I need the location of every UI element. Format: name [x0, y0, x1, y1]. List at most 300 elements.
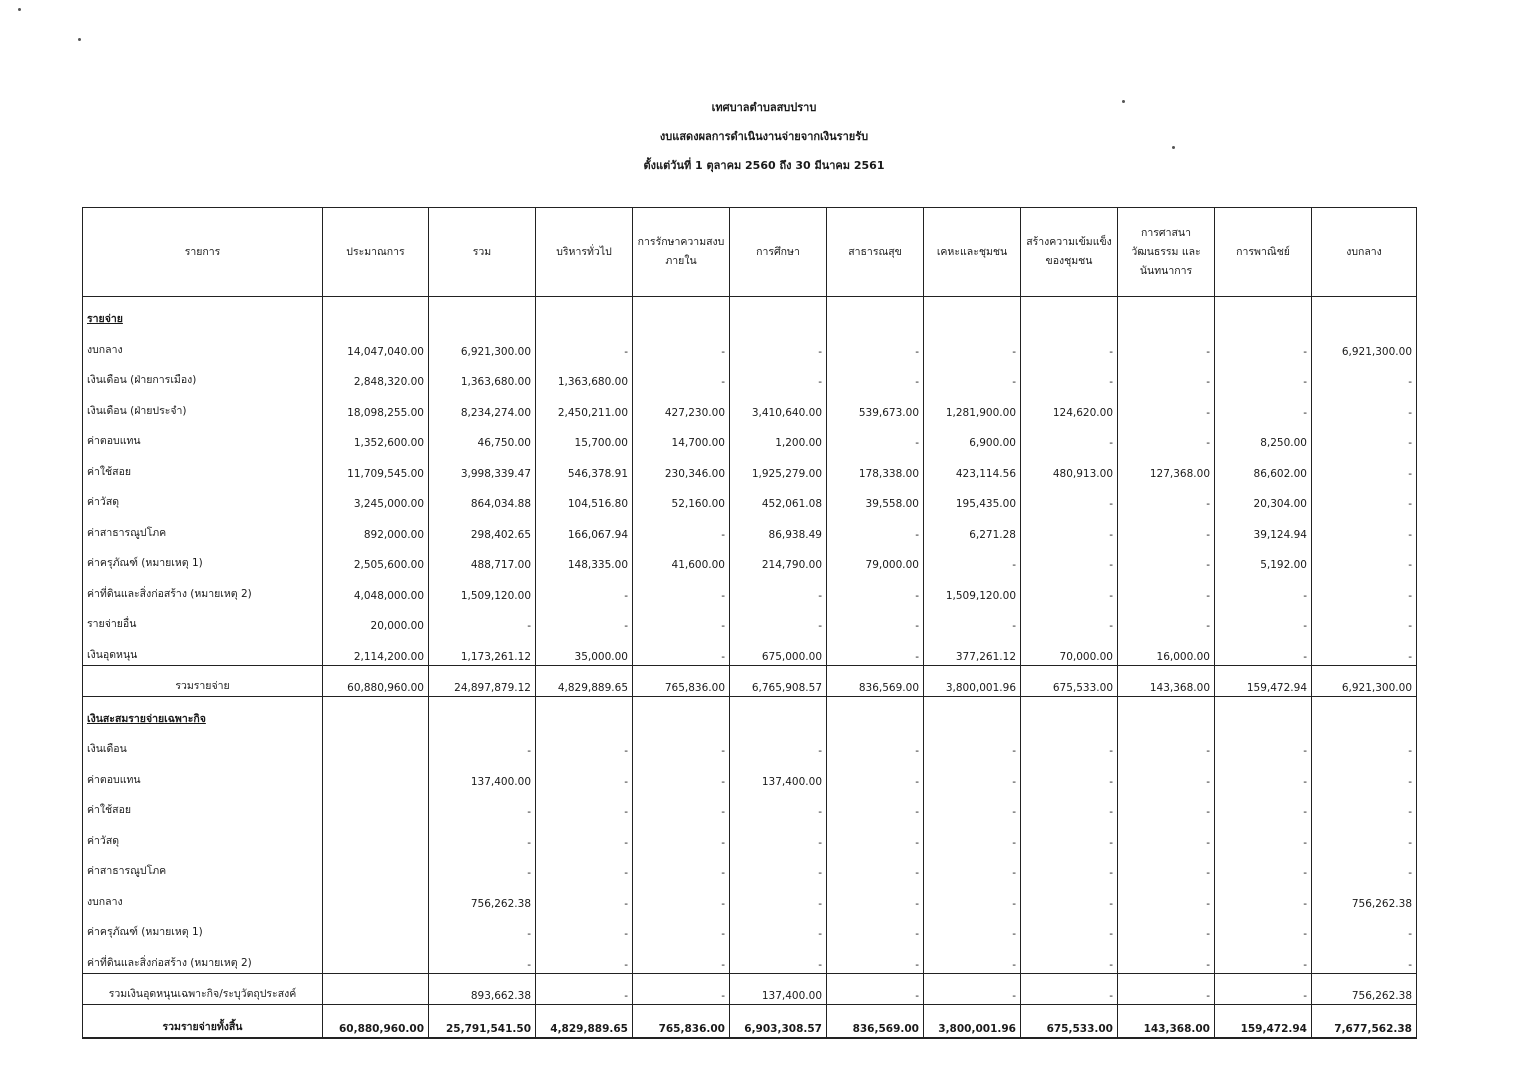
- row-label: ค่าครุภัณฑ์ (หมายเหตุ 1): [83, 543, 323, 574]
- cell-value: -: [827, 942, 924, 973]
- cell-value: 4,829,889.65: [536, 1004, 633, 1038]
- cell-value: [323, 912, 429, 943]
- cell-value: -: [1312, 604, 1417, 635]
- cell-value: 41,600.00: [633, 543, 730, 574]
- report-org-title: เทศบาลตำบลสบปราบ: [711, 101, 817, 114]
- cell-value: -: [827, 634, 924, 665]
- cell-value: -: [536, 973, 633, 1004]
- cell-value: 143,368.00: [1118, 665, 1215, 696]
- cell-value: -: [827, 881, 924, 912]
- cell-value: 52,160.00: [633, 482, 730, 513]
- cell-value: -: [730, 329, 827, 360]
- cell-value: -: [1312, 942, 1417, 973]
- cell-value: -: [429, 912, 536, 943]
- column-header-0: รายการ: [83, 208, 323, 297]
- cell-value: -: [1021, 360, 1118, 391]
- cell-value: -: [1118, 820, 1215, 851]
- cell-value: -: [633, 881, 730, 912]
- cell-value: 756,262.38: [1312, 973, 1417, 1004]
- cell-value: [1215, 297, 1312, 330]
- cell-value: [323, 297, 429, 330]
- cell-value: -: [1021, 912, 1118, 943]
- total-row-special-grants: [83, 973, 1417, 1004]
- row-label: รวมรายจ่ายทั้งสิ้น: [83, 1004, 323, 1038]
- table-row: [83, 451, 1417, 482]
- cell-value: -: [1118, 729, 1215, 760]
- table-row: [83, 634, 1417, 665]
- cell-value: 11,709,545.00: [323, 451, 429, 482]
- column-header-11: งบกลาง: [1312, 208, 1417, 297]
- cell-value: 7,677,562.38: [1312, 1004, 1417, 1038]
- cell-value: 488,717.00: [429, 543, 536, 574]
- cell-value: [536, 297, 633, 330]
- cell-value: -: [730, 604, 827, 635]
- cell-value: [323, 973, 429, 1004]
- cell-value: [323, 942, 429, 973]
- row-label: ค่าวัสดุ: [83, 820, 323, 851]
- cell-value: 6,765,908.57: [730, 665, 827, 696]
- cell-value: -: [1215, 942, 1312, 973]
- cell-value: -: [730, 729, 827, 760]
- cell-value: -: [1118, 329, 1215, 360]
- cell-value: 16,000.00: [1118, 634, 1215, 665]
- cell-value: -: [1215, 881, 1312, 912]
- cell-value: -: [633, 973, 730, 1004]
- cell-value: -: [1215, 604, 1312, 635]
- cell-value: 6,921,300.00: [1312, 665, 1417, 696]
- cell-value: -: [827, 329, 924, 360]
- cell-value: -: [730, 942, 827, 973]
- column-header-6: สาธารณสุข: [827, 208, 924, 297]
- cell-value: 1,173,261.12: [429, 634, 536, 665]
- cell-value: -: [1312, 820, 1417, 851]
- row-label: ค่าสาธารณูปโภค: [83, 851, 323, 882]
- cell-value: -: [1118, 942, 1215, 973]
- cell-value: 14,047,040.00: [323, 329, 429, 360]
- cell-value: -: [924, 329, 1021, 360]
- cell-value: 60,880,960.00: [323, 665, 429, 696]
- table-row: [83, 329, 1417, 360]
- cell-value: -: [1118, 851, 1215, 882]
- cell-value: 2,848,320.00: [323, 360, 429, 391]
- cell-value: -: [429, 729, 536, 760]
- section-title: รายจ่าย: [83, 297, 323, 330]
- cell-value: -: [1021, 421, 1118, 452]
- cell-value: -: [633, 604, 730, 635]
- column-header-9: การศาสนา วัฒนธรรม และนันทนาการ: [1118, 208, 1215, 297]
- cell-value: -: [1118, 512, 1215, 543]
- cell-value: -: [827, 512, 924, 543]
- cell-value: 14,700.00: [633, 421, 730, 452]
- table-row: [83, 881, 1417, 912]
- cell-value: -: [730, 573, 827, 604]
- cell-value: 86,938.49: [730, 512, 827, 543]
- cell-value: [730, 297, 827, 330]
- cell-value: 148,335.00: [536, 543, 633, 574]
- cell-value: -: [633, 759, 730, 790]
- cell-value: -: [429, 790, 536, 821]
- row-label: ค่าที่ดินและสิ่งก่อสร้าง (หมายเหตุ 2): [83, 942, 323, 973]
- cell-value: -: [1215, 729, 1312, 760]
- cell-value: 178,338.00: [827, 451, 924, 482]
- cell-value: [323, 790, 429, 821]
- cell-value: -: [633, 820, 730, 851]
- cell-value: 675,000.00: [730, 634, 827, 665]
- cell-value: 20,000.00: [323, 604, 429, 635]
- column-header-1: ประมาณการ: [323, 208, 429, 297]
- cell-value: 3,410,640.00: [730, 390, 827, 421]
- cell-value: 1,925,279.00: [730, 451, 827, 482]
- cell-value: -: [1118, 482, 1215, 513]
- table-row: [83, 942, 1417, 973]
- cell-value: -: [429, 942, 536, 973]
- cell-value: -: [730, 360, 827, 391]
- cell-value: -: [633, 329, 730, 360]
- cell-value: 3,800,001.96: [924, 1004, 1021, 1038]
- cell-value: [1118, 297, 1215, 330]
- cell-value: 20,304.00: [1215, 482, 1312, 513]
- cell-value: -: [1312, 512, 1417, 543]
- cell-value: 24,897,879.12: [429, 665, 536, 696]
- cell-value: -: [1021, 759, 1118, 790]
- cell-value: -: [1118, 543, 1215, 574]
- cell-value: -: [1118, 759, 1215, 790]
- cell-value: 480,913.00: [1021, 451, 1118, 482]
- cell-value: -: [536, 881, 633, 912]
- cell-value: 214,790.00: [730, 543, 827, 574]
- cell-value: [1021, 297, 1118, 330]
- cell-value: -: [924, 759, 1021, 790]
- cell-value: 2,114,200.00: [323, 634, 429, 665]
- cell-value: 675,533.00: [1021, 1004, 1118, 1038]
- cell-value: -: [633, 942, 730, 973]
- cell-value: [633, 297, 730, 330]
- cell-value: [323, 729, 429, 760]
- cell-value: 1,352,600.00: [323, 421, 429, 452]
- row-label: ค่าใช้สอย: [83, 790, 323, 821]
- cell-value: -: [633, 790, 730, 821]
- table-row: [83, 912, 1417, 943]
- cell-value: 546,378.91: [536, 451, 633, 482]
- cell-value: 39,558.00: [827, 482, 924, 513]
- cell-value: -: [730, 881, 827, 912]
- cell-value: -: [429, 820, 536, 851]
- table-header: [83, 208, 1417, 297]
- column-header-7: เคหะและชุมชน: [924, 208, 1021, 297]
- cell-value: -: [827, 421, 924, 452]
- cell-value: 1,200.00: [730, 421, 827, 452]
- cell-value: [1118, 696, 1215, 729]
- cell-value: 195,435.00: [924, 482, 1021, 513]
- cell-value: 86,602.00: [1215, 451, 1312, 482]
- cell-value: -: [924, 820, 1021, 851]
- cell-value: 104,516.80: [536, 482, 633, 513]
- cell-value: 166,067.94: [536, 512, 633, 543]
- cell-value: -: [1021, 851, 1118, 882]
- cell-value: -: [1312, 543, 1417, 574]
- total-row-expenses: [83, 665, 1417, 696]
- cell-value: -: [827, 360, 924, 391]
- cell-value: -: [1312, 573, 1417, 604]
- cell-value: -: [536, 820, 633, 851]
- cell-value: -: [536, 729, 633, 760]
- cell-value: 5,192.00: [1215, 543, 1312, 574]
- cell-value: 70,000.00: [1021, 634, 1118, 665]
- cell-value: [633, 696, 730, 729]
- cell-value: 765,836.00: [633, 1004, 730, 1038]
- cell-value: -: [827, 604, 924, 635]
- cell-value: -: [827, 790, 924, 821]
- cell-value: -: [1021, 942, 1118, 973]
- cell-value: 2,505,600.00: [323, 543, 429, 574]
- cell-value: [323, 759, 429, 790]
- cell-value: -: [1118, 360, 1215, 391]
- cell-value: 1,281,900.00: [924, 390, 1021, 421]
- cell-value: -: [730, 790, 827, 821]
- cell-value: -: [924, 360, 1021, 391]
- cell-value: [730, 696, 827, 729]
- cell-value: -: [1312, 729, 1417, 760]
- cell-value: 1,363,680.00: [429, 360, 536, 391]
- cell-value: -: [1215, 360, 1312, 391]
- cell-value: [827, 297, 924, 330]
- cell-value: -: [633, 512, 730, 543]
- row-label: ค่าวัสดุ: [83, 482, 323, 513]
- cell-value: -: [633, 851, 730, 882]
- cell-value: 18,098,255.00: [323, 390, 429, 421]
- row-label: ค่าตอบแทน: [83, 421, 323, 452]
- cell-value: [1312, 297, 1417, 330]
- row-label: เงินเดือน (ฝ่ายประจำ): [83, 390, 323, 421]
- row-label: รวมรายจ่าย: [83, 665, 323, 696]
- cell-value: [1312, 696, 1417, 729]
- cell-value: 675,533.00: [1021, 665, 1118, 696]
- cell-value: [827, 696, 924, 729]
- cell-value: -: [536, 329, 633, 360]
- cell-value: -: [1118, 604, 1215, 635]
- cell-value: -: [924, 543, 1021, 574]
- cell-value: -: [827, 973, 924, 1004]
- cell-value: -: [1215, 329, 1312, 360]
- cell-value: 3,245,000.00: [323, 482, 429, 513]
- cell-value: 452,061.08: [730, 482, 827, 513]
- cell-value: -: [1118, 421, 1215, 452]
- cell-value: 893,662.38: [429, 973, 536, 1004]
- cell-value: -: [536, 759, 633, 790]
- cell-value: 298,402.65: [429, 512, 536, 543]
- cell-value: 230,346.00: [633, 451, 730, 482]
- cell-value: -: [827, 820, 924, 851]
- cell-value: -: [1215, 851, 1312, 882]
- row-label: งบกลาง: [83, 881, 323, 912]
- cell-value: [429, 696, 536, 729]
- cell-value: -: [924, 942, 1021, 973]
- row-label: รายจ่ายอื่น: [83, 604, 323, 635]
- cell-value: 6,921,300.00: [429, 329, 536, 360]
- row-label: เงินอุดหนุน: [83, 634, 323, 665]
- cell-value: -: [633, 360, 730, 391]
- cell-value: -: [827, 912, 924, 943]
- cell-value: 60,880,960.00: [323, 1004, 429, 1038]
- cell-value: 35,000.00: [536, 634, 633, 665]
- cell-value: -: [1021, 973, 1118, 1004]
- cell-value: 6,900.00: [924, 421, 1021, 452]
- column-header-3: บริหารทั่วไป: [536, 208, 633, 297]
- cell-value: -: [827, 851, 924, 882]
- cell-value: -: [1118, 912, 1215, 943]
- cell-value: 4,829,889.65: [536, 665, 633, 696]
- cell-value: -: [1021, 543, 1118, 574]
- cell-value: -: [1118, 390, 1215, 421]
- cell-value: 39,124.94: [1215, 512, 1312, 543]
- cell-value: -: [827, 573, 924, 604]
- cell-value: -: [1118, 881, 1215, 912]
- cell-value: [1021, 696, 1118, 729]
- cell-value: -: [1118, 790, 1215, 821]
- row-label: ค่าสาธารณูปโภค: [83, 512, 323, 543]
- cell-value: -: [1215, 759, 1312, 790]
- cell-value: -: [924, 851, 1021, 882]
- cell-value: 79,000.00: [827, 543, 924, 574]
- cell-value: -: [1021, 729, 1118, 760]
- cell-value: -: [1021, 482, 1118, 513]
- cell-value: -: [924, 973, 1021, 1004]
- section-special-grants: [83, 696, 1417, 729]
- cell-value: -: [1312, 482, 1417, 513]
- row-label: เงินเดือน (ฝ่ายการเมือง): [83, 360, 323, 391]
- cell-value: -: [827, 759, 924, 790]
- cell-value: 15,700.00: [536, 421, 633, 452]
- cell-value: 8,234,274.00: [429, 390, 536, 421]
- cell-value: 836,569.00: [827, 1004, 924, 1038]
- cell-value: 864,034.88: [429, 482, 536, 513]
- cell-value: 836,569.00: [827, 665, 924, 696]
- cell-value: 159,472.94: [1215, 1004, 1312, 1038]
- cell-value: -: [633, 634, 730, 665]
- cell-value: 46,750.00: [429, 421, 536, 452]
- cell-value: 4,048,000.00: [323, 573, 429, 604]
- table-row: [83, 820, 1417, 851]
- table-row: [83, 729, 1417, 760]
- cell-value: -: [536, 604, 633, 635]
- cell-value: -: [1215, 573, 1312, 604]
- cell-value: -: [1021, 820, 1118, 851]
- table-row: [83, 573, 1417, 604]
- cell-value: -: [633, 912, 730, 943]
- cell-value: -: [536, 851, 633, 882]
- table-body: [83, 297, 1417, 1038]
- cell-value: -: [1021, 512, 1118, 543]
- cell-value: -: [1312, 451, 1417, 482]
- cell-value: 6,921,300.00: [1312, 329, 1417, 360]
- cell-value: -: [536, 790, 633, 821]
- cell-value: -: [1312, 759, 1417, 790]
- cell-value: [924, 696, 1021, 729]
- cell-value: -: [924, 790, 1021, 821]
- cell-value: -: [1312, 851, 1417, 882]
- cell-value: 3,800,001.96: [924, 665, 1021, 696]
- cell-value: 539,673.00: [827, 390, 924, 421]
- table-row: [83, 851, 1417, 882]
- cell-value: -: [1312, 360, 1417, 391]
- cell-value: -: [1021, 881, 1118, 912]
- cell-value: -: [924, 881, 1021, 912]
- cell-value: 427,230.00: [633, 390, 730, 421]
- cell-value: 1,509,120.00: [924, 573, 1021, 604]
- cell-value: 25,791,541.50: [429, 1004, 536, 1038]
- cell-value: -: [1312, 790, 1417, 821]
- cell-value: -: [1215, 820, 1312, 851]
- row-label: งบกลาง: [83, 329, 323, 360]
- cell-value: -: [1021, 329, 1118, 360]
- table-row: [83, 604, 1417, 635]
- cell-value: -: [924, 912, 1021, 943]
- cell-value: -: [1215, 790, 1312, 821]
- cell-value: [429, 297, 536, 330]
- cell-value: -: [633, 573, 730, 604]
- cell-value: 137,400.00: [429, 759, 536, 790]
- cell-value: [323, 820, 429, 851]
- cell-value: [323, 851, 429, 882]
- cell-value: -: [429, 851, 536, 882]
- cell-value: 137,400.00: [730, 759, 827, 790]
- table-row: [83, 543, 1417, 574]
- cell-value: 124,620.00: [1021, 390, 1118, 421]
- table-row: [83, 512, 1417, 543]
- column-header-4: การรักษาความสงบภายใน: [633, 208, 730, 297]
- report-title: งบแสดงผลการดำเนินงานจ่ายจากเงินรายรับ: [659, 130, 869, 143]
- cell-value: -: [730, 851, 827, 882]
- cell-value: [924, 297, 1021, 330]
- cell-value: -: [633, 729, 730, 760]
- cell-value: 756,262.38: [1312, 881, 1417, 912]
- cell-value: -: [924, 729, 1021, 760]
- cell-value: -: [1312, 421, 1417, 452]
- column-header-2: รวม: [429, 208, 536, 297]
- expense-report-table: [82, 207, 1417, 1039]
- cell-value: 756,262.38: [429, 881, 536, 912]
- row-label: เงินเดือน: [83, 729, 323, 760]
- table-row: [83, 421, 1417, 452]
- table-row: [83, 390, 1417, 421]
- column-header-10: การพาณิชย์: [1215, 208, 1312, 297]
- row-label: ค่าใช้สอย: [83, 451, 323, 482]
- row-label: ค่าครุภัณฑ์ (หมายเหตุ 1): [83, 912, 323, 943]
- row-label: ค่าตอบแทน: [83, 759, 323, 790]
- cell-value: 127,368.00: [1118, 451, 1215, 482]
- cell-value: 6,903,308.57: [730, 1004, 827, 1038]
- cell-value: 892,000.00: [323, 512, 429, 543]
- cell-value: 3,998,339.47: [429, 451, 536, 482]
- cell-value: -: [1215, 973, 1312, 1004]
- cell-value: 8,250.00: [1215, 421, 1312, 452]
- cell-value: -: [1215, 634, 1312, 665]
- section-expenses: [83, 297, 1417, 330]
- cell-value: 377,261.12: [924, 634, 1021, 665]
- row-label: รวมเงินอุดหนุนเฉพาะกิจ/ระบุวัตถุประสงค์: [83, 973, 323, 1004]
- cell-value: 765,836.00: [633, 665, 730, 696]
- cell-value: 143,368.00: [1118, 1004, 1215, 1038]
- section-title: เงินสะสมรายจ่ายเฉพาะกิจ: [83, 696, 323, 729]
- cell-value: -: [429, 604, 536, 635]
- cell-value: 423,114.56: [924, 451, 1021, 482]
- cell-value: -: [1021, 604, 1118, 635]
- cell-value: 159,472.94: [1215, 665, 1312, 696]
- cell-value: -: [1215, 912, 1312, 943]
- row-label: ค่าที่ดินและสิ่งก่อสร้าง (หมายเหตุ 2): [83, 573, 323, 604]
- cell-value: 137,400.00: [730, 973, 827, 1004]
- cell-value: -: [1312, 912, 1417, 943]
